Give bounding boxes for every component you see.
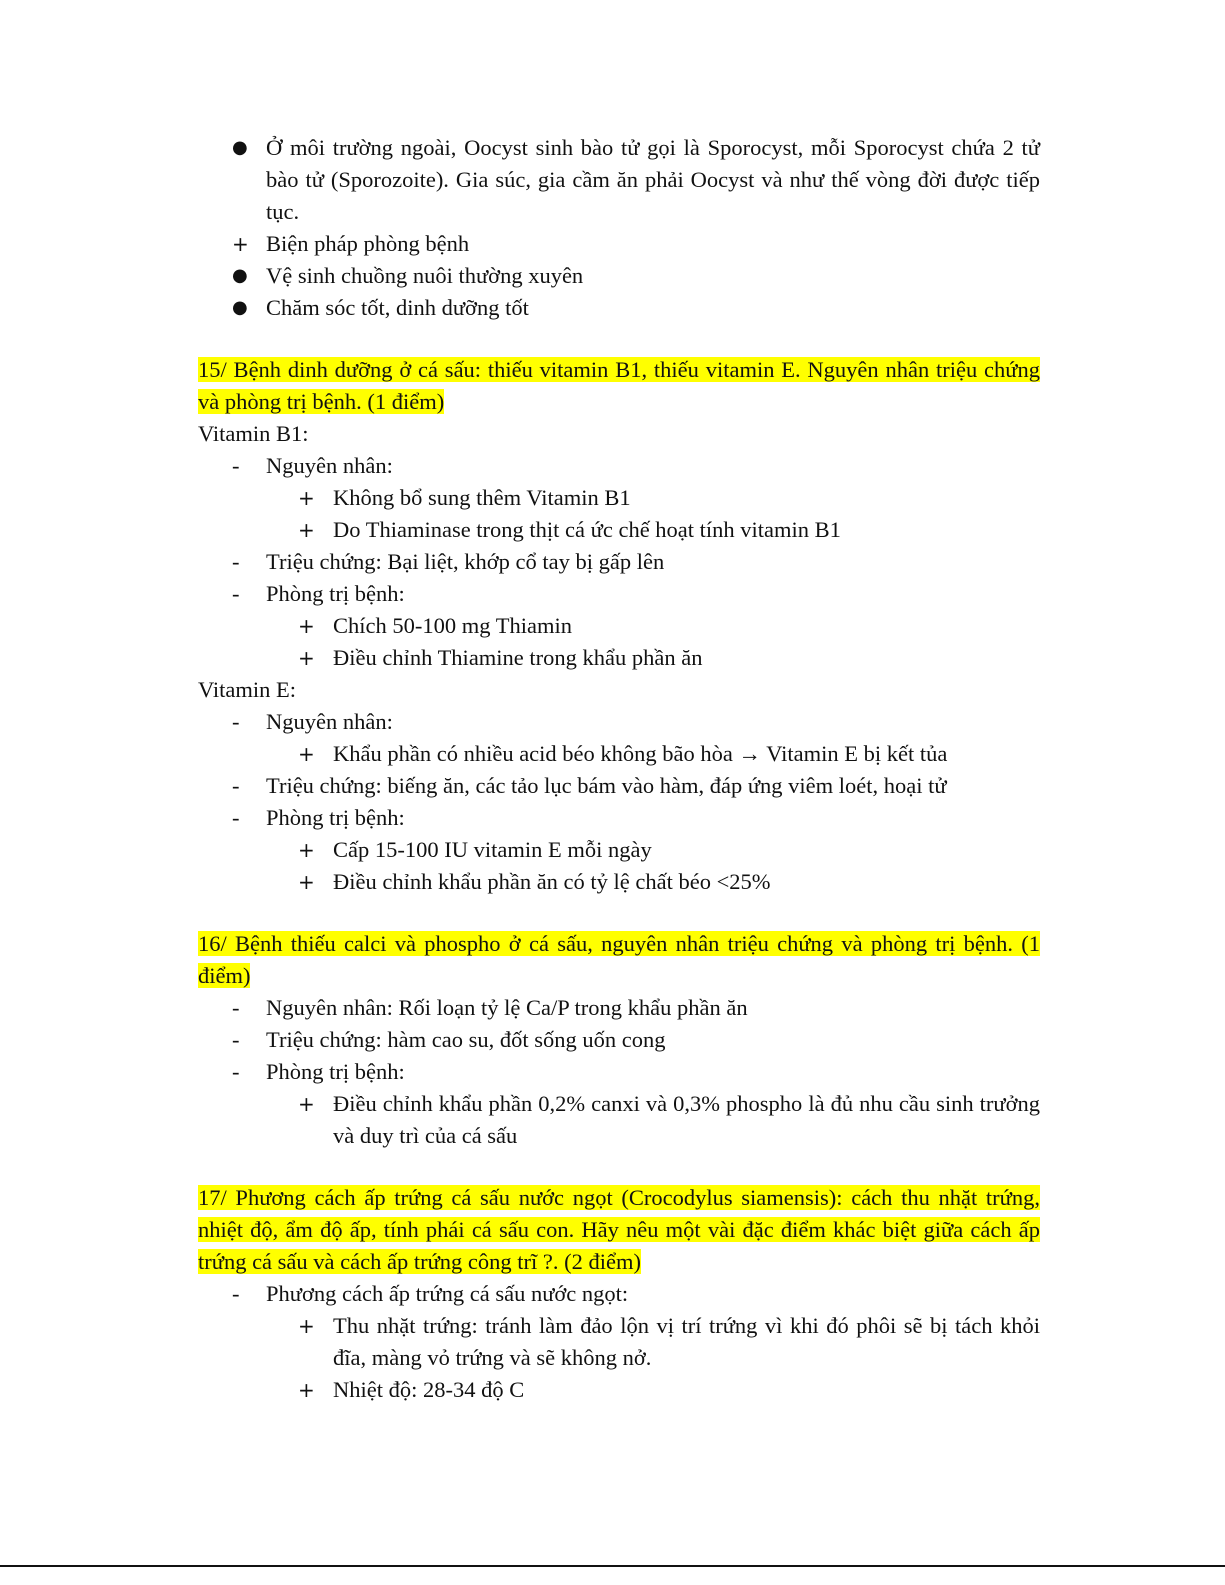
plus-marker: + xyxy=(298,518,315,542)
plus-item xyxy=(198,642,1040,674)
section-gap xyxy=(198,1152,1040,1182)
dash-item xyxy=(198,770,1040,802)
dash-item xyxy=(198,802,1040,834)
dash-item xyxy=(198,578,1040,610)
dash-text: Phòng trị bệnh: xyxy=(266,805,405,830)
bullet-text: Chăm sóc tốt, dinh dưỡng tốt xyxy=(266,295,529,320)
plus-item xyxy=(198,1310,1040,1374)
plus-item xyxy=(198,738,1040,770)
dash-marker: - xyxy=(232,805,240,830)
document-content xyxy=(198,132,1040,1406)
highlighted-text: 16/ Bệnh thiếu calci và phospho ở cá sấu, nguyên nhân triệu chứng và phòng trị bệnh. (1 điểm) xyxy=(198,931,1040,988)
highlighted-text: 15/ Bệnh dinh dưỡng ở cá sấu: thiếu vitamin B1, thiếu vitamin E. Nguyên nhân triệu chứng và phòng trị bệnh. (1 điểm) xyxy=(198,357,1040,414)
dash-marker: - xyxy=(232,549,240,574)
dash-marker: - xyxy=(232,709,240,734)
plus-item xyxy=(198,610,1040,642)
plus-text: Điều chỉnh khẩu phần ăn có tỷ lệ chất béo <25% xyxy=(333,869,771,894)
dash-item xyxy=(198,1024,1040,1056)
dash-text: Triệu chứng: biếng ăn, các tảo lục bám vào hàm, đáp ứng viêm loét, hoại tử xyxy=(266,773,947,798)
bullet-text: Vệ sinh chuồng nuôi thường xuyên xyxy=(266,263,584,288)
plus-text: Không bổ sung thêm Vitamin B1 xyxy=(333,485,631,510)
vitamin-b1-heading: Vitamin B1: xyxy=(198,421,309,446)
plus-marker: + xyxy=(298,870,315,894)
dash-marker: - xyxy=(232,773,240,798)
bullet-text: Ở môi trường ngoài, Oocyst sinh bào tử gọi là Sporocyst, mỗi Sporocyst chứa 2 tử bào tử (Sporozoite). Gia súc, gia cầm ăn phải Oocyst và như thế vòng đời được tiếp tục. xyxy=(266,135,1040,224)
plus-marker: + xyxy=(298,1314,315,1338)
plus-marker: + xyxy=(232,232,249,256)
bullet-item xyxy=(198,292,1040,324)
plus-marker: + xyxy=(298,1378,315,1402)
section-gap xyxy=(198,324,1040,354)
plus-item xyxy=(198,1088,1040,1152)
plus-marker: + xyxy=(298,646,315,670)
bullet-item xyxy=(198,260,1040,292)
plus-item xyxy=(198,1374,1040,1406)
dash-text: Nguyên nhân: Rối loạn tỷ lệ Ca/P trong khẩu phần ăn xyxy=(266,995,748,1020)
bullet-marker: ● xyxy=(232,137,248,158)
dash-marker: - xyxy=(232,1281,240,1306)
plus-marker: + xyxy=(298,1092,315,1116)
plus-item xyxy=(198,866,1040,898)
dash-text: Phương cách ấp trứng cá sấu nước ngọt: xyxy=(266,1281,629,1306)
plus-item xyxy=(198,482,1040,514)
plus-item xyxy=(198,834,1040,866)
vitamin-e-heading: Vitamin E: xyxy=(198,677,297,702)
dash-text: Phòng trị bệnh: xyxy=(266,581,405,606)
question-15-title xyxy=(198,354,1040,418)
dash-item xyxy=(198,1056,1040,1088)
plus-text: Điều chỉnh khẩu phần 0,2% canxi và 0,3% phospho là đủ nhu cầu sinh trưởng và duy trì của cá sấu xyxy=(333,1091,1040,1148)
section-gap xyxy=(198,898,1040,928)
plus-marker: + xyxy=(298,838,315,862)
page-bottom-border xyxy=(0,1565,1225,1567)
plus-marker: + xyxy=(298,742,315,766)
dash-item xyxy=(198,1278,1040,1310)
plus-text: Khẩu phần có nhiều acid béo không bão hòa → Vitamin E bị kết tủa xyxy=(333,741,948,766)
bullet-marker: ● xyxy=(232,265,248,286)
plus-text: Do Thiaminase trong thịt cá ức chế hoạt tính vitamin B1 xyxy=(333,517,841,542)
dash-text: Nguyên nhân: xyxy=(266,453,393,478)
dash-marker: - xyxy=(232,995,240,1020)
plus-marker: + xyxy=(298,486,315,510)
dash-item xyxy=(198,450,1040,482)
dash-text: Nguyên nhân: xyxy=(266,709,393,734)
dash-text: Phòng trị bệnh: xyxy=(266,1059,405,1084)
dash-item xyxy=(198,992,1040,1024)
plus-text: Nhiệt độ: 28-34 độ C xyxy=(333,1377,525,1402)
plus-text: Điều chỉnh Thiamine trong khẩu phần ăn xyxy=(333,645,703,670)
question-17-title xyxy=(198,1182,1040,1278)
plus-text: Cấp 15-100 IU vitamin E mỗi ngày xyxy=(333,837,652,862)
plus-text: Thu nhặt trứng: tránh làm đảo lộn vị trí trứng vì khi đó phôi sẽ bị tách khỏi đĩa, màng vỏ trứng và sẽ không nở. xyxy=(333,1313,1040,1370)
dash-marker: - xyxy=(232,453,240,478)
dash-marker: - xyxy=(232,1027,240,1052)
plus-text: Chích 50-100 mg Thiamin xyxy=(333,613,572,638)
dash-marker: - xyxy=(232,1059,240,1084)
plus-item xyxy=(198,514,1040,546)
plus-item xyxy=(198,228,1040,260)
dash-item xyxy=(198,546,1040,578)
dash-text: Triệu chứng: Bại liệt, khớp cổ tay bị gấp lên xyxy=(266,549,665,574)
dash-marker: - xyxy=(232,581,240,606)
question-16-title xyxy=(198,928,1040,992)
bullet-item xyxy=(198,132,1040,228)
dash-item xyxy=(198,706,1040,738)
plus-text: Biện pháp phòng bệnh xyxy=(266,231,470,256)
highlighted-text: 17/ Phương cách ấp trứng cá sấu nước ngọt (Crocodylus siamensis): cách thu nhặt trứng, nhiệt độ, ẩm độ ấp, tính phái cá sấu con. Hãy nêu một vài đặc điểm khác biệt giữa cách ấp trứng cá sấu và cách ấp trứng công trĩ ?. (2 điểm) xyxy=(198,1185,1040,1274)
plus-marker: + xyxy=(298,614,315,638)
bullet-marker: ● xyxy=(232,297,248,318)
dash-text: Triệu chứng: hàm cao su, đốt sống uốn cong xyxy=(266,1027,666,1052)
